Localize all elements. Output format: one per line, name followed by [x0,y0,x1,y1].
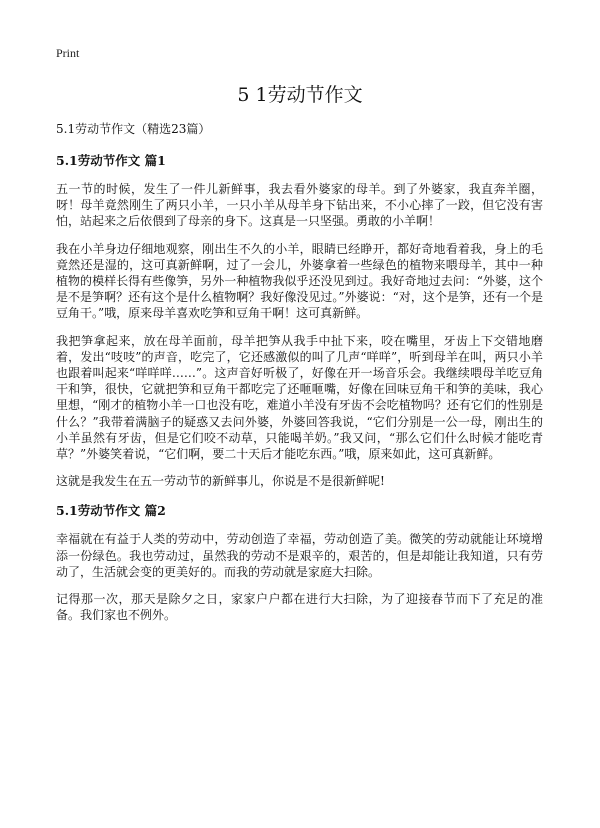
print-link[interactable]: Print [56,46,80,60]
paragraph: 五一节的时候，发生了一件儿新鲜事，我去看外婆家的母羊。到了外婆家，我直奔羊圈，呀！母羊竟然刚生了两只小羊，一只小羊从母羊身下钻出来，不小心摔了一跤，但它没有害怕，站起来之后依偎到了母亲的身下。这真是一只坚强。勇敢的小羊啊！ [56,182,543,229]
document-subtitle: 5.1劳动节作文（精选23篇） [56,122,211,136]
paragraph: 这就是我发生在五一劳动节的新鲜事儿，你说是不是很新鲜呢! [56,474,385,489]
paragraph: 我在小羊身边仔细地观察，刚出生不久的小羊，眼睛已经睁开，都好奇地看着我，身上的毛竟然还是湿的，这可真新鲜啊，过了一会儿，外婆拿着一些绿色的植物来喂母羊，其中一种植物的模样长得有些像笋，另外一种植物我似乎还没见到过。我好奇地过去问：“外婆，这个是不是笋啊？还有这个是什么植物啊？我好像没见过。”外婆说：“对，这个是笋，还有一个是豆角干。”哦，原来母羊喜欢吃笋和豆角干啊！这可真新鲜。 [56,241,543,321]
paragraph: 记得那一次，那天是除夕之日，家家户户都在进行大扫除，为了迎接春节而下了充足的准备。我们家也不例外。 [56,592,543,623]
paragraph: 我把笋拿起来，放在母羊面前，母羊把笋从我手中扯下来，咬在嘴里，牙齿上下交错地磨着，发出“吱吱”的声音，吃完了，它还感激似的叫了几声“咩咩”，听到母羊在叫，两只小羊也跟着叫起来“咩咩咩……”。这声音好听极了，好像在开一场音乐会。我继续喂母羊吃豆角干和笋，很快，它就把笋和豆角干都吃完了还咂咂嘴，好像在回味豆角干和笋的美味，我心里想，“刚才的植物小羊一口也没有吃，难道小羊没有牙齿不会吃植物吗？还有它们的性别是什么？”我带着满脑子的疑惑又去问外婆，外婆回答我说，“它们分别是一公一母，刚出生的小羊虽然有牙齿，但是它们咬不动草，只能喝羊奶。”我又问，“那么它们什么时候才能吃青草？”外婆笑着说，“它们啊，要二十天后才能吃东西。”哦，原来如此，这可真新鲜。 [56,333,543,462]
section-heading: 5.1劳动节作文 篇1 [56,153,166,168]
paragraph: 幸福就在有益于人类的劳动中，劳动创造了幸福，劳动创造了美。微笑的劳动就能让环境增添一份绿色。我也劳动过，虽然我的劳动不是艰辛的，艰苦的，但是却能让我知道，只有劳动了，生活就会变的更美好的。而我的劳动就是家庭大扫除。 [56,532,543,579]
document-title: 5 1劳动节作文 [237,84,363,106]
section-heading: 5.1劳动节作文 篇2 [56,503,166,519]
document-body [56,121,543,634]
